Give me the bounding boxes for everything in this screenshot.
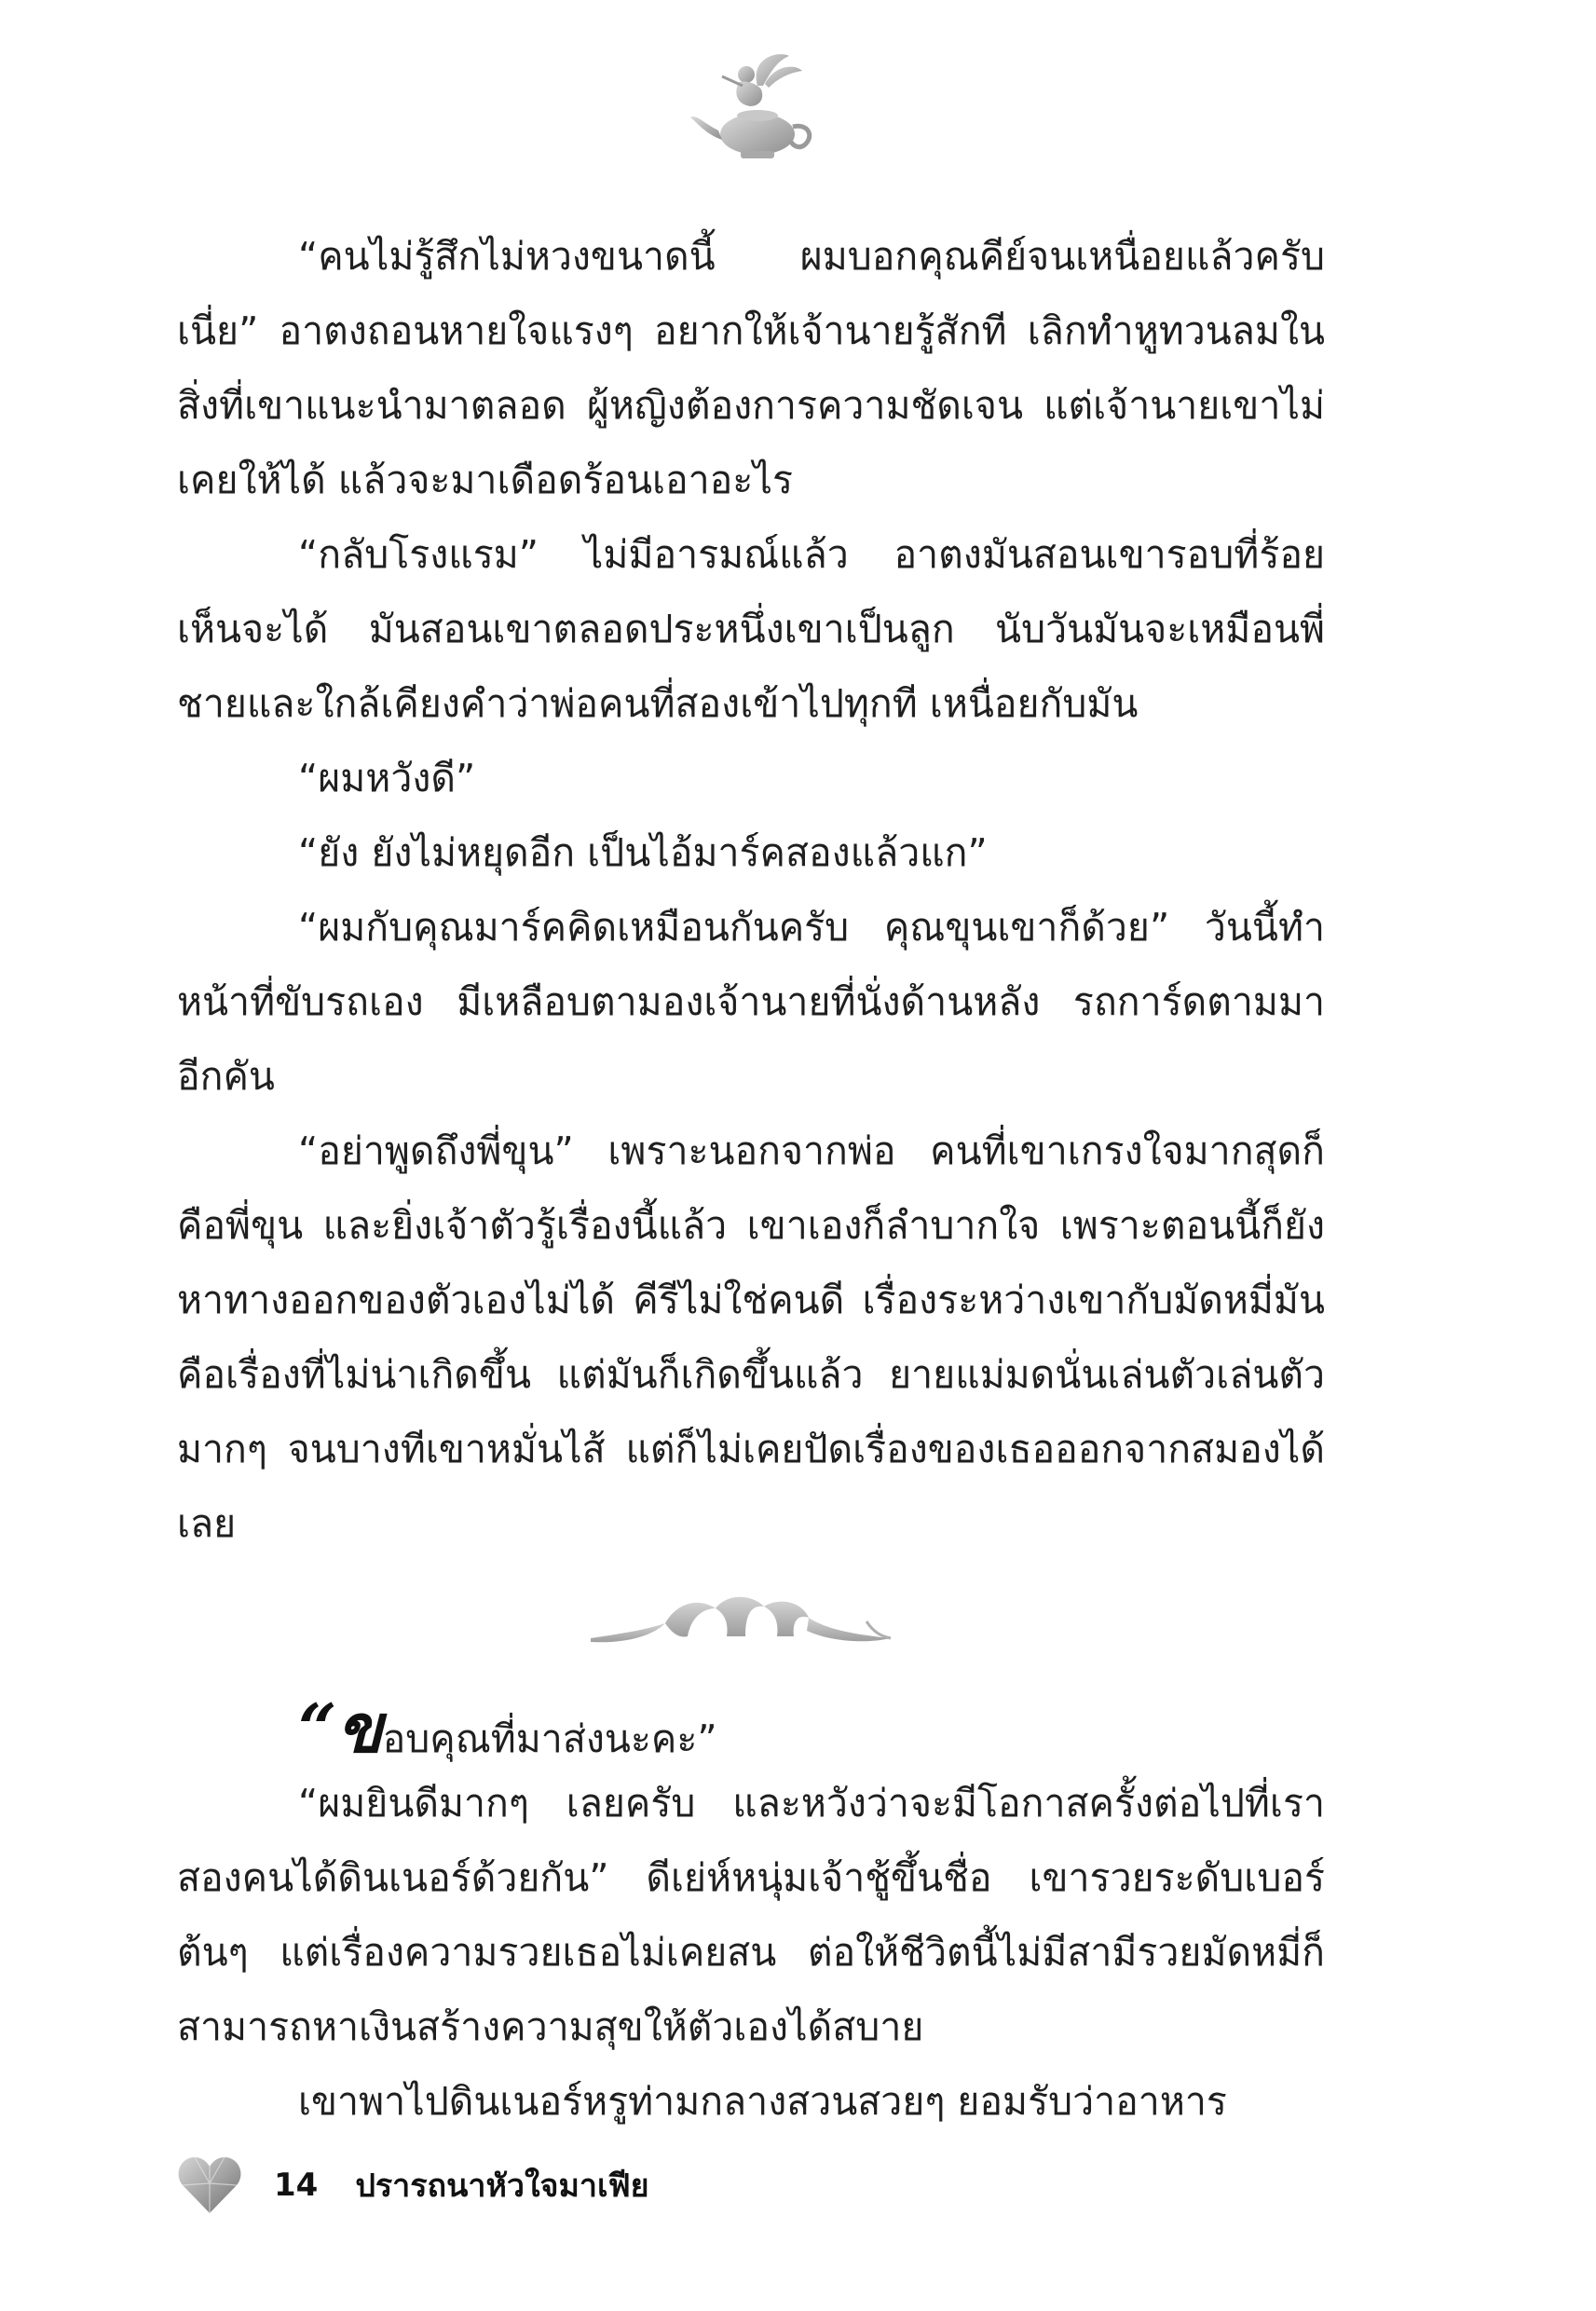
page-footer (177, 2148, 649, 2222)
paragraph: “คนไม่รู้สึกไม่หวงขนาดนี้ ผมบอกคุณคีย์จนเหนื่อยแล้วครับเนี่ย” อาตงถอนหายใจแรงๆ อยากให้เจ้านายรู้สักที เลิกทำหูทวนลมในสิ่งที่เขาแนะนำมาตลอด ผู้หญิงต้องการความชัดเจน แต่เจ้านายเขาไม่เคยให้ได้ แล้วจะมาเดือดร้อนเอาอะไร (177, 234, 1325, 502)
drop-cap: “ข (298, 1689, 383, 1768)
paragraph: “กลับโรงแรม” ไม่มีอารมณ์แล้ว อาตงมันสอนเขารอบที่ร้อยเห็นจะได้ มันสอนเขาตลอดประหนึ่งเขาเป็นลูก นับวันมันจะเหมือนพี่ชายและใกล้เคียงคำว่าพ่อคนที่สองเข้าไปทุกที เหนื่อยกับมัน (177, 532, 1325, 726)
body-text-top (177, 219, 1325, 1561)
paragraph: “ผมหวังดี” (298, 756, 476, 800)
paragraph: “ผมยินดีมากๆ เลยครับ และหวังว่าจะมีโอกาสครั้งต่อไปที่เราสองคนได้ดินเนอร์ด้วยกัน” ดีเย่ห์หนุ่มเจ้าชู้ขึ้นชื่อ เขารวยระดับเบอร์ต้นๆ แต่เรื่องความรวยเธอไม่เคยสน ต่อให้ชีวิตนี้ไม่มีสามีรวยมัดหมี่ก็สามารถหาเงินสร้างความสุขให้ตัวเองได้สบาย (177, 1781, 1325, 2049)
heart-icon (177, 2155, 242, 2215)
dropcap-paragraph (298, 1691, 717, 1776)
paragraph: “ยัง ยังไม่หยุดอีก เป็นไอ้มาร์คสองแล้วแก” (298, 830, 988, 875)
page-number: 14 (274, 2167, 319, 2204)
dropcap-rest: อบคุณที่มาส่งนะคะ” (382, 1716, 717, 1761)
body-text-bottom (177, 1766, 1325, 2139)
paragraph: เขาพาไปดินเนอร์หรูท่ามกลางสวนสวยๆ ยอมรับว่าอาหาร (298, 2079, 1227, 2124)
cupid-teapot-emblem-icon (685, 48, 825, 168)
scroll-flourish-divider-icon (587, 1584, 894, 1659)
paragraph: “ผมกับคุณมาร์คคิดเหมือนกันครับ คุณขุนเขาก็ด้วย” วันนี้ทำหน้าที่ขับรถเอง มีเหลือบตามองเจ้านายที่นั่งด้านหลัง รถการ์ดตามมาอีกคัน (177, 905, 1325, 1099)
book-title: ปรารถนาหัวใจมาเฟีย (355, 2167, 649, 2205)
paragraph: “อย่าพูดถึงพี่ขุน” เพราะนอกจากพ่อ คนที่เขาเกรงใจมากสุดก็คือพี่ขุน และยิ่งเจ้าตัวรู้เรื่องนี้แล้ว เขาเองก็ลำบากใจ เพราะตอนนี้ก็ยังหาทางออกของตัวเองไม่ได้ คีรีไม่ใช่คนดี เรื่องระหว่างเขากับมัดหมี่มันคือเรื่องที่ไม่น่าเกิดขึ้น แต่มันก็เกิดขึ้นแล้ว ยายแม่มดนั่นเล่นตัวเล่นตัวมากๆ จนบางทีเขาหมั่นไส้ แต่ก็ไม่เคยปัดเรื่องของเธอออกจากสมองได้เลย (177, 1128, 1325, 1546)
